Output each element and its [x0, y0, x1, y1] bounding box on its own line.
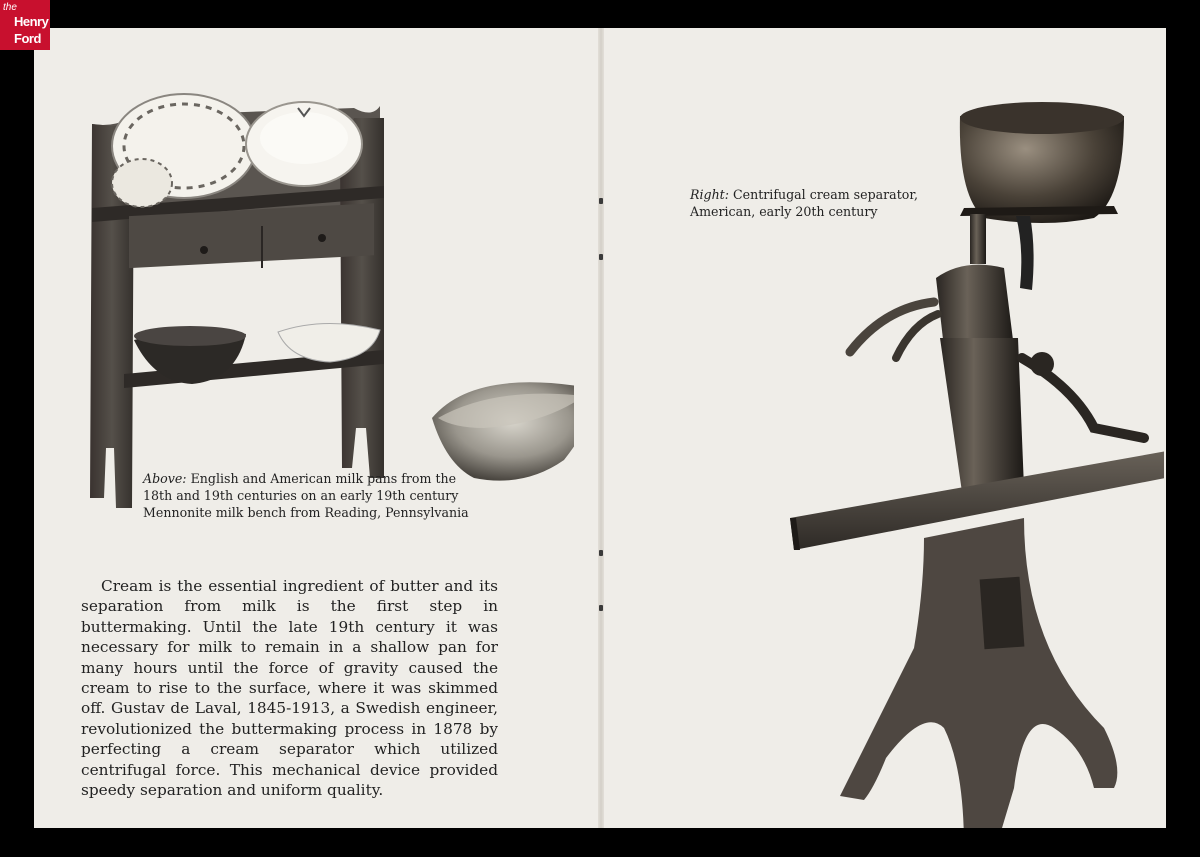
body-paragraph — [81, 576, 498, 800]
caption-lead: Right: — [690, 187, 729, 202]
caption-lead: Above: — [143, 471, 187, 486]
paragraph-text: Cream is the essential ingredient of butter and its separation from milk is the first step in buttermaking. Until the late 19th century it was necessary for milk to remain in a shallow pan for many hours until the force of gravity caused the cream to rise to the surface, where it was skimmed off. Gustav de Laval, 1845-1913, a Swedish engineer, revolutionized the buttermaking process in 1878 by perfecting a cream separator which utilized centrifugal force. This mechanical device provided speedy separation and uniform quality. — [81, 577, 498, 800]
caption-line: Centrifugal cream separator, — [733, 187, 918, 202]
staple-mark — [599, 550, 603, 556]
staple-mark — [599, 254, 603, 260]
bench-caption — [143, 470, 523, 521]
caption-line: American, early 20th century — [690, 204, 878, 219]
milk-bench-photo — [54, 68, 574, 508]
page-gutter — [598, 28, 604, 828]
logo-the: the — [3, 2, 17, 13]
henry-ford-logo — [0, 0, 50, 50]
logo-ford: Ford — [14, 31, 41, 46]
logo-henry: Henry — [14, 14, 49, 29]
caption-line: Mennonite milk bench from Reading, Pennsylvania — [143, 505, 469, 520]
staple-mark — [599, 605, 603, 611]
separator-caption — [690, 186, 930, 220]
booklet-spread — [34, 28, 1166, 828]
caption-line: English and American milk pans from the — [190, 471, 457, 486]
staple-mark — [599, 198, 603, 204]
caption-line: 18th and 19th centuries on an early 19th century — [143, 488, 459, 503]
